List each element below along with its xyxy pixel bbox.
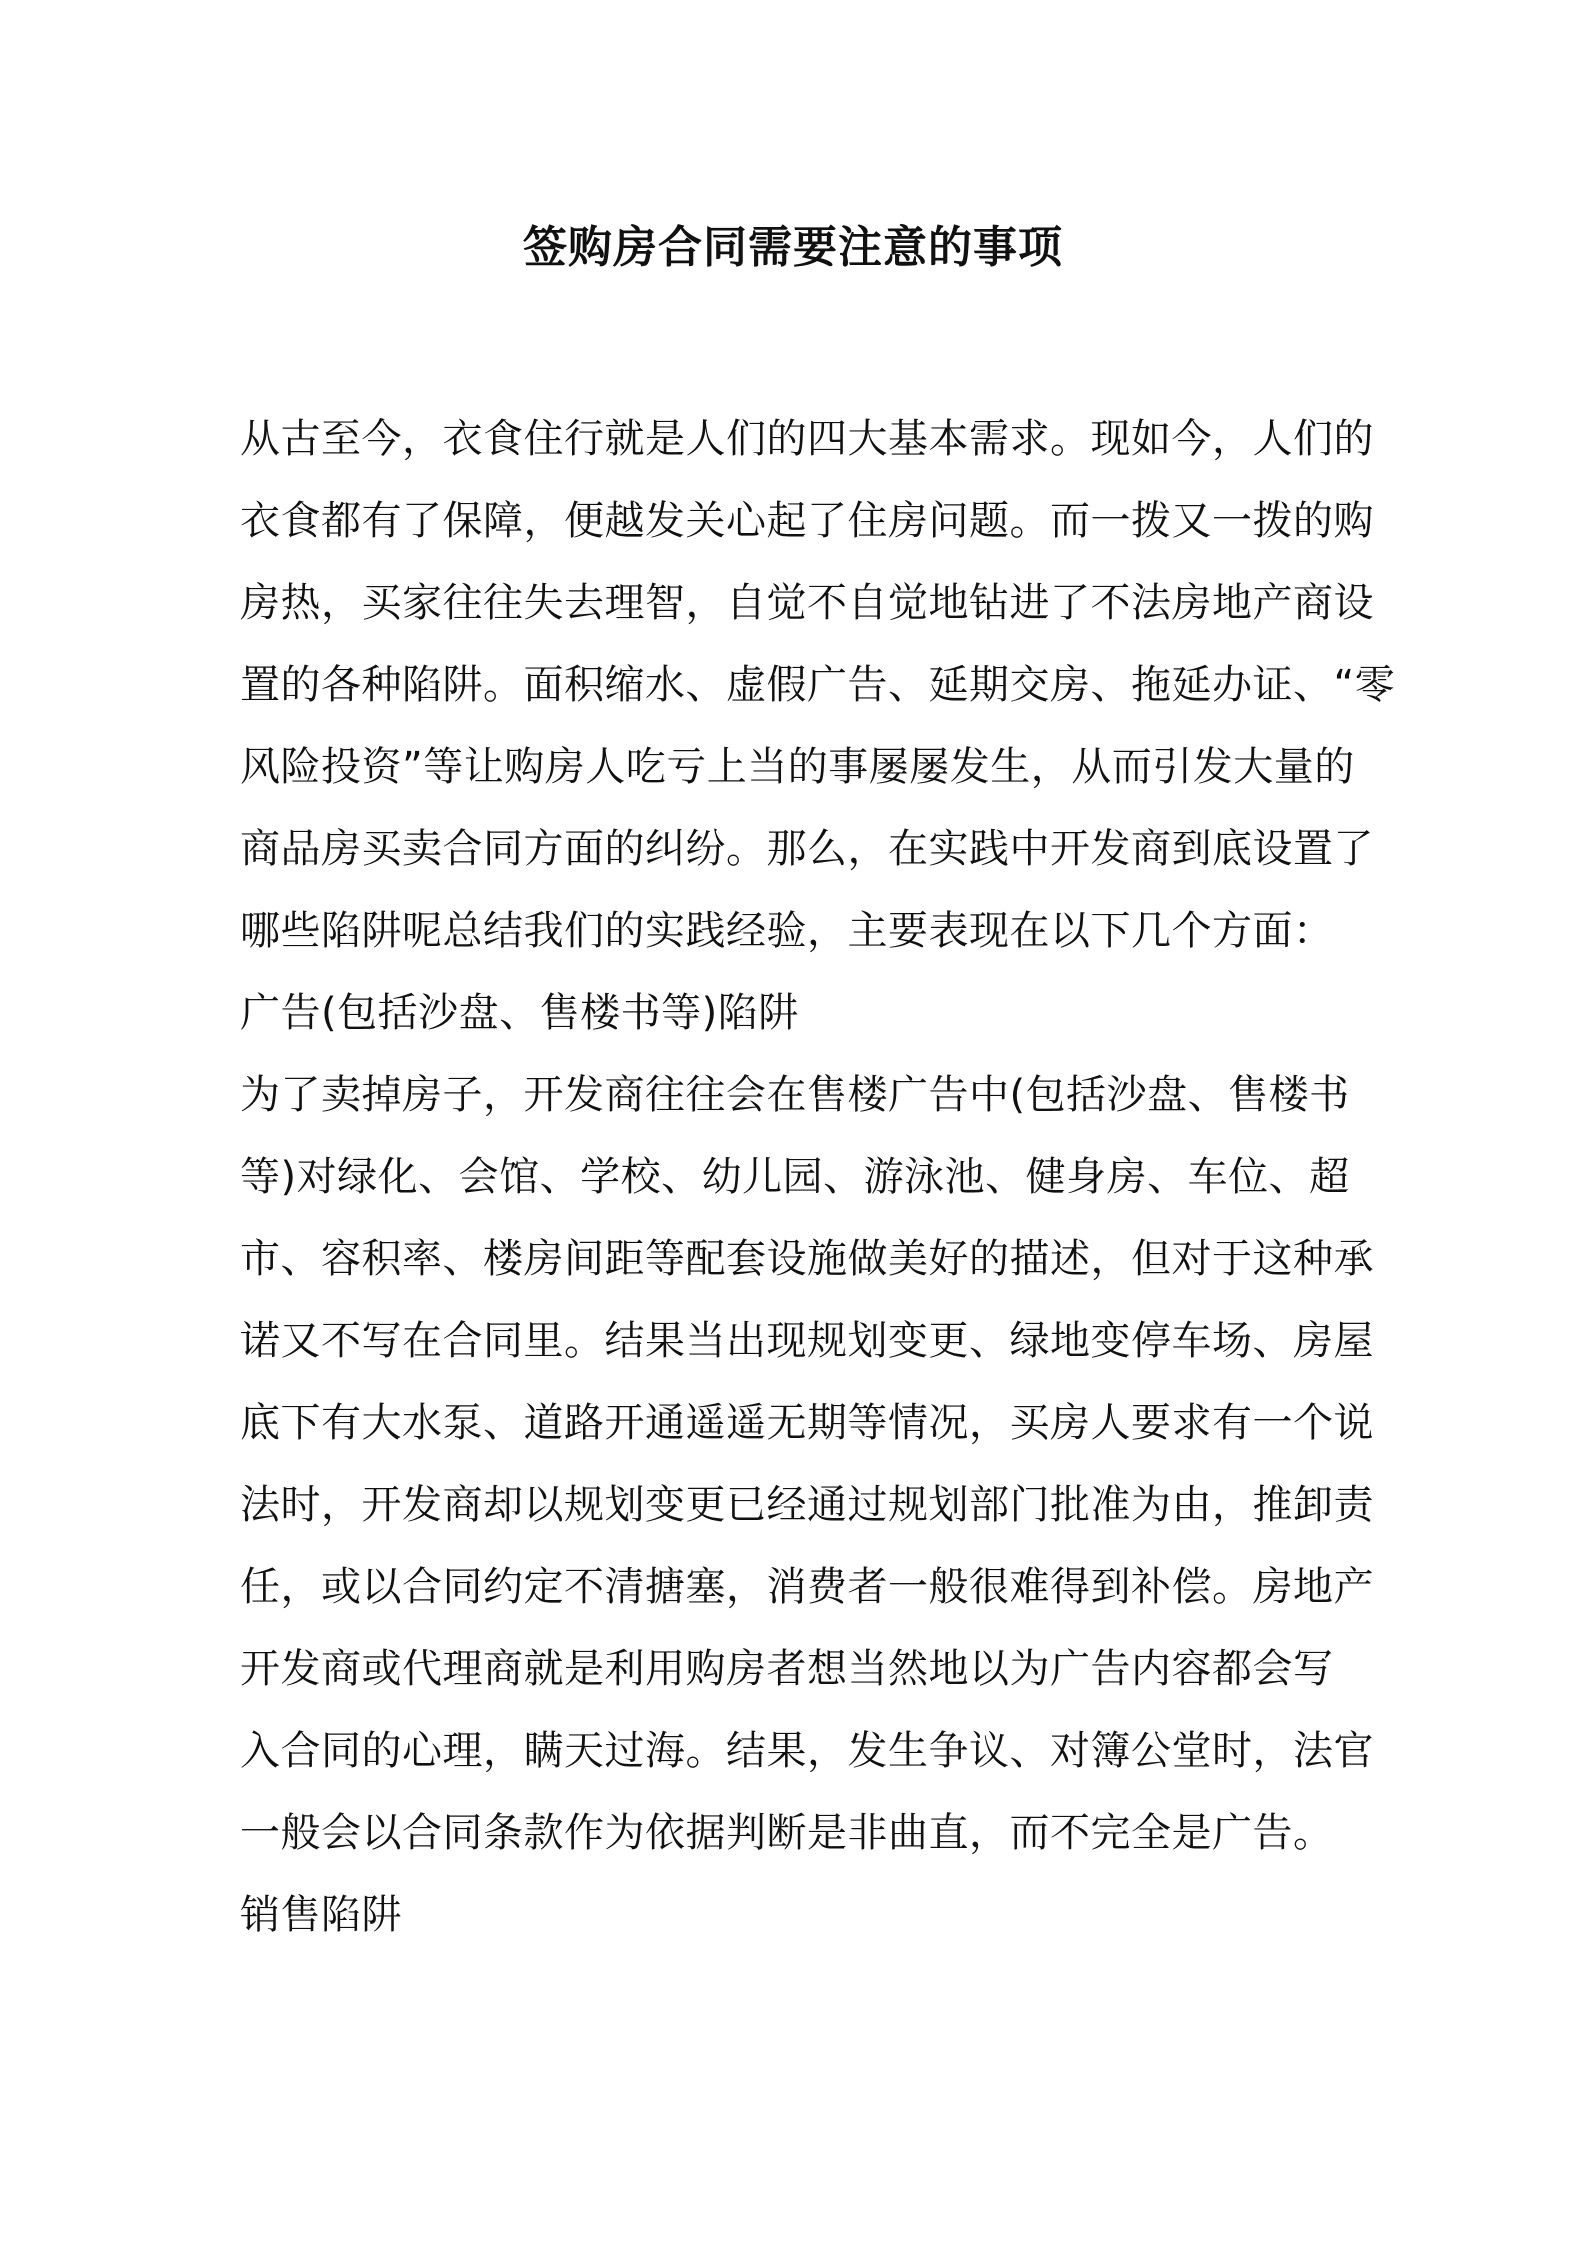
- paragraph-line: 法时，开发商却以规划变更已经通过规划部门批准为由，推卸责: [240, 1482, 1374, 1528]
- paragraph-line: 衣食都有了保障，便越发关心起了住房问题。而一拨又一拨的购: [240, 498, 1374, 544]
- document-body: [240, 398, 1396, 1956]
- paragraph-line: 置的各种陷阱。面积缩水、虚假广告、延期交房、拖延办证、“零: [240, 662, 1396, 708]
- section-heading: 销售陷阱: [240, 1892, 402, 1938]
- section-heading: 广告(包括沙盘、售楼书等)陷阱: [240, 990, 799, 1036]
- paragraph-line: 等)对绿化、会馆、学校、幼儿园、游泳池、健身房、车位、超: [240, 1154, 1350, 1200]
- paragraph-line: 底下有大水泵、道路开通遥遥无期等情况，买房人要求有一个说: [240, 1400, 1374, 1446]
- paragraph-line: 风险投资”等让购房人吃亏上当的事屡屡发生，从而引发大量的: [240, 744, 1355, 790]
- paragraph-line: 开发商或代理商就是利用购房者想当然地以为广告内容都会写: [240, 1646, 1334, 1692]
- paragraph-line: 诺又不写在合同里。结果当出现规划变更、绿地变停车场、房屋: [240, 1318, 1374, 1364]
- paragraph-line: 入合同的心理，瞒天过海。结果，发生争议、对簿公堂时，法官: [240, 1728, 1374, 1774]
- document-title: 签购房合同需要注意的事项: [523, 222, 1063, 273]
- paragraph-line: 哪些陷阱呢总结我们的实践经验，主要表现在以下几个方面：: [240, 908, 1334, 954]
- paragraph-line: 商品房买卖合同方面的纠纷。那么，在实践中开发商到底设置了: [240, 826, 1374, 872]
- paragraph-line: 市、容积率、楼房间距等配套设施做美好的描述，但对于这种承: [240, 1236, 1374, 1282]
- paragraph-line: 为了卖掉房子，开发商往往会在售楼广告中(包括沙盘、售楼书: [240, 1072, 1350, 1118]
- paragraph-line: 任，或以合同约定不清搪塞，消费者一般很难得到补偿。房地产: [240, 1564, 1374, 1610]
- paragraph-line: 从古至今，衣食住行就是人们的四大基本需求。现如今，人们的: [240, 416, 1374, 462]
- paragraph-line: 一般会以合同条款作为依据判断是非曲直，而不完全是广告。: [240, 1810, 1334, 1856]
- paragraph-line: 房热，买家往往失去理智，自觉不自觉地钻进了不法房地产商设: [240, 580, 1374, 626]
